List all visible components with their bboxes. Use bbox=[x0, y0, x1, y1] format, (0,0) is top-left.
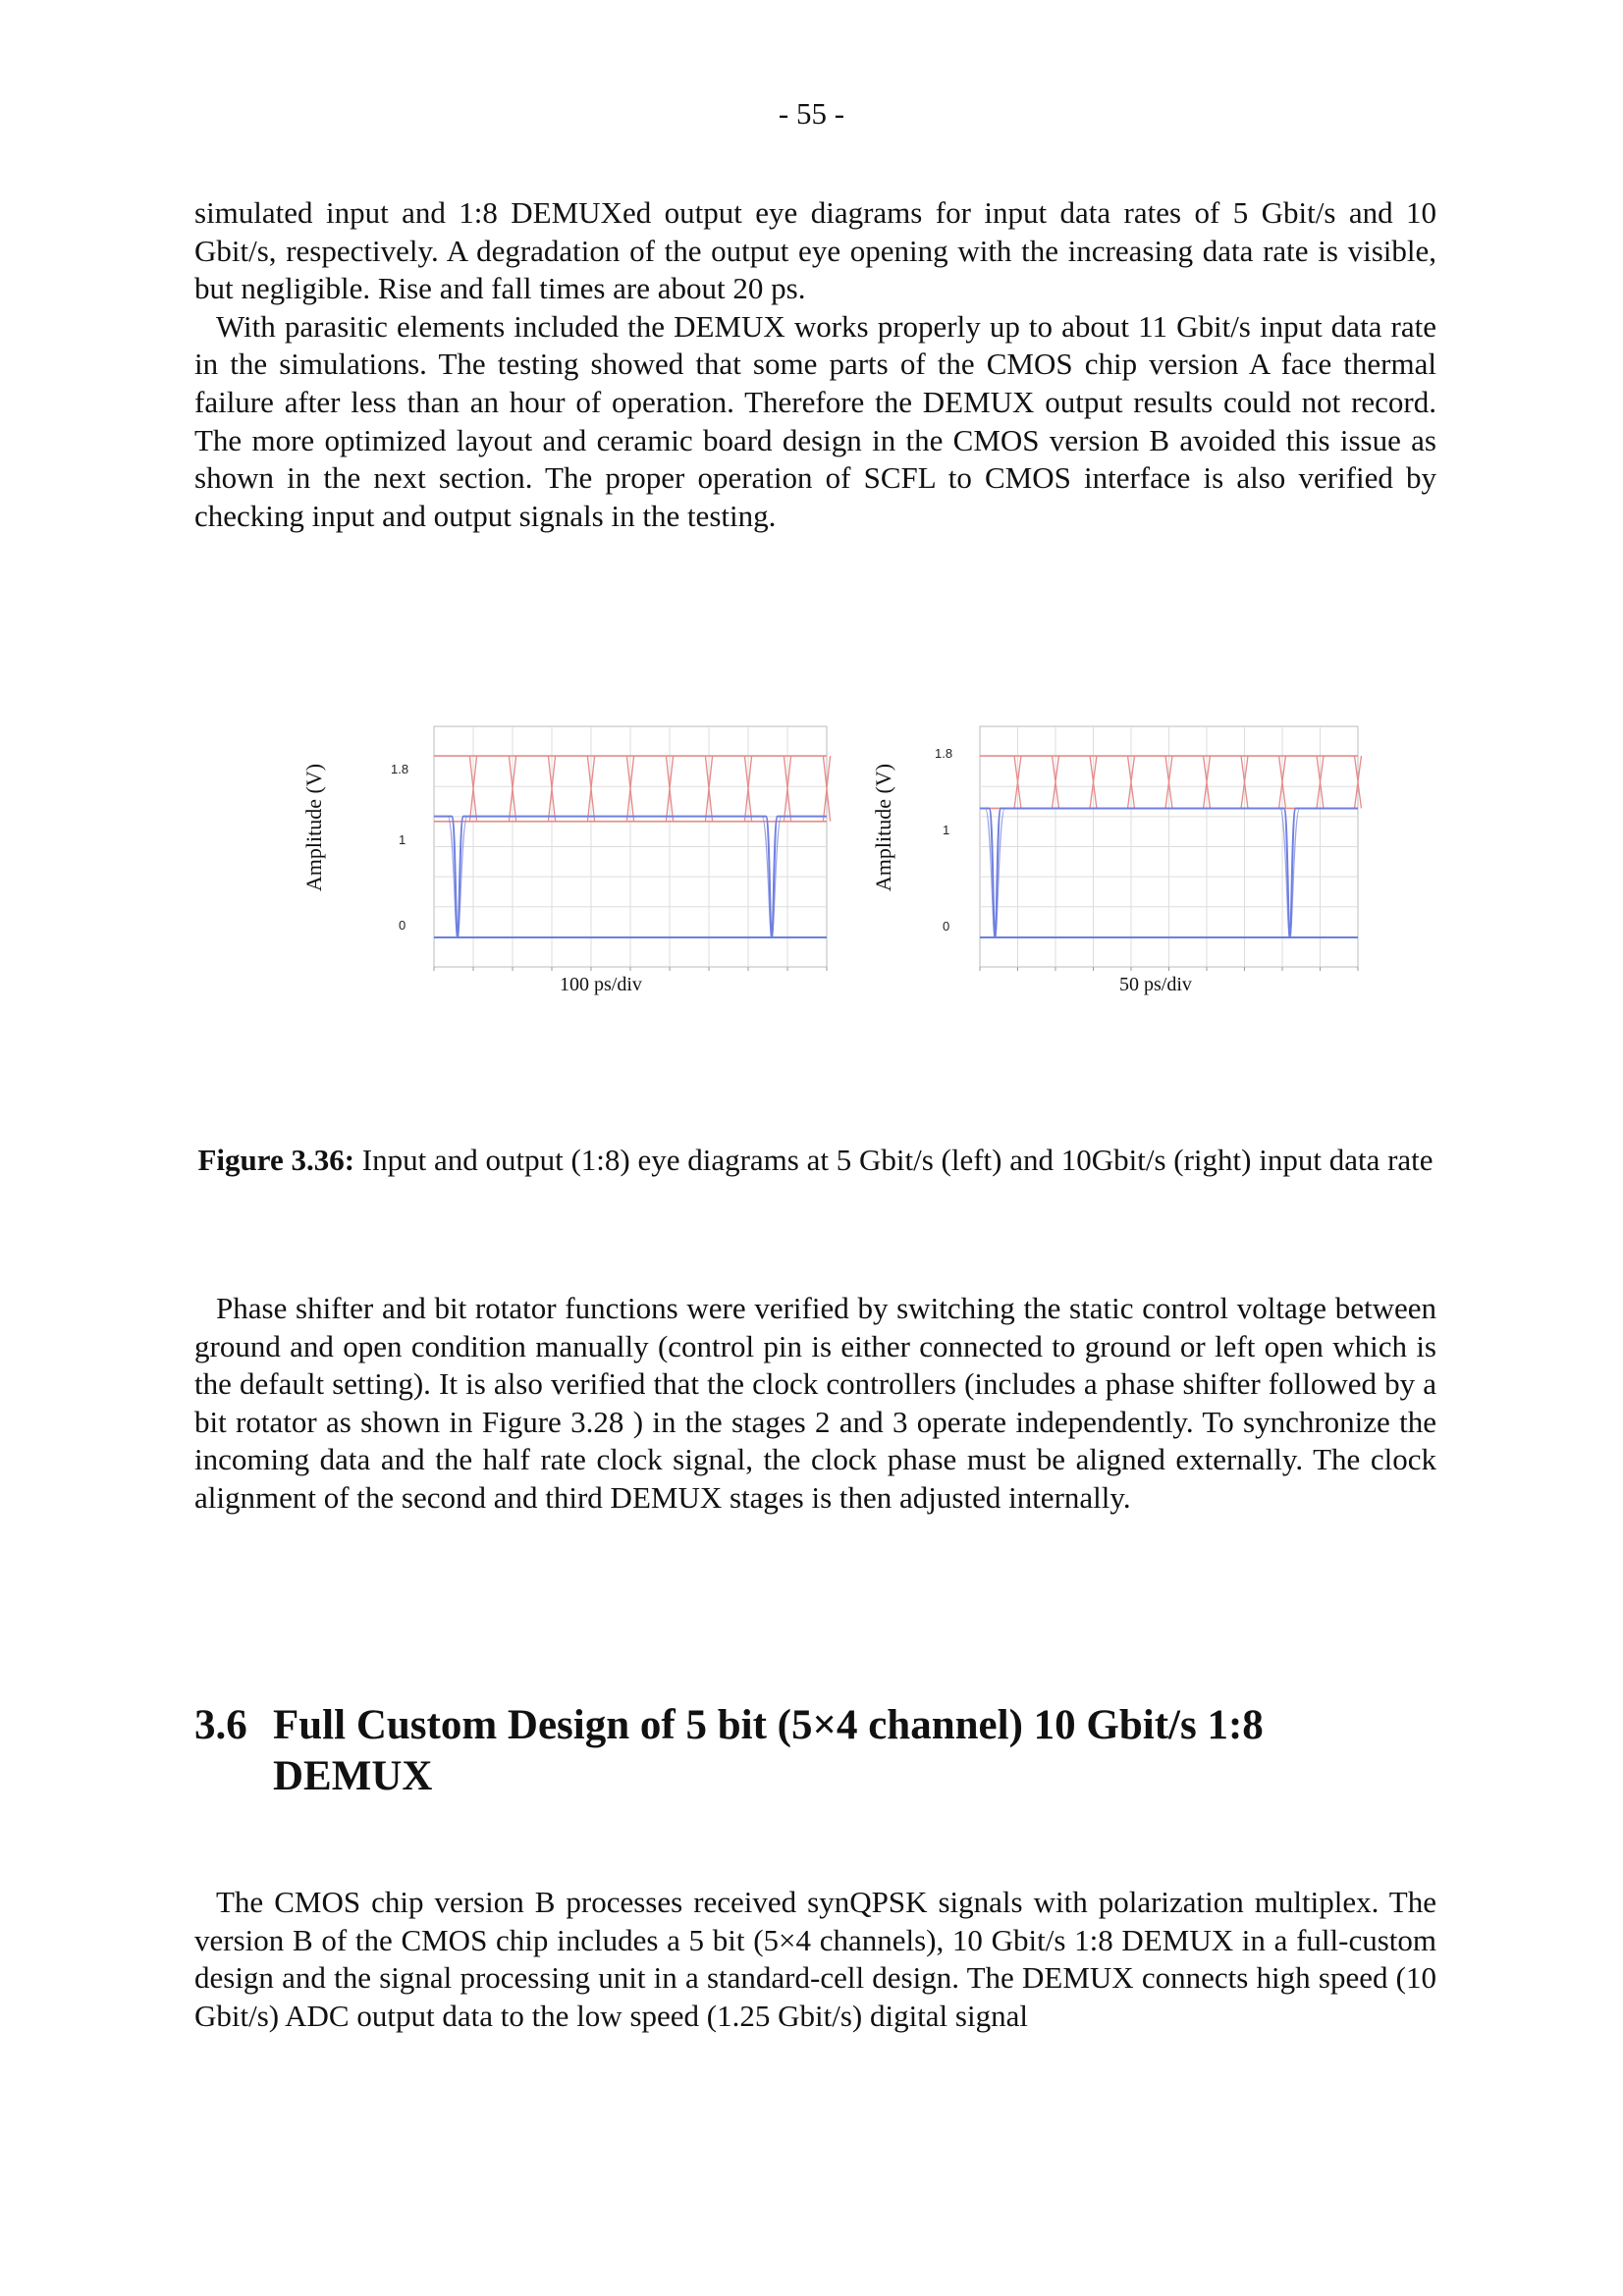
y-tick-1-right: 1 bbox=[943, 823, 950, 837]
y-axis-label-left: Amplitude (V) bbox=[301, 763, 327, 892]
eye-plot-left bbox=[324, 717, 835, 991]
figure-caption-text: Input and output (1:8) eye diagrams at 5 Gbit/s (left) and 10Gbit/s (right) input data rate bbox=[354, 1143, 1434, 1177]
y-tick-1.8-right: 1.8 bbox=[935, 746, 953, 761]
section-number: 3.6 bbox=[194, 1702, 247, 1748]
figure-caption bbox=[194, 1141, 1436, 1179]
paragraph-intro-text: simulated input and 1:8 DEMUXed output eye diagrams for input data rates of 5 Gbit/s and 10 Gbit/s, respectively. A degradation of the output eye opening with the increasing data rate is visible, but negligible. Rise and fall times are about 20 ps. bbox=[194, 195, 1436, 306]
x-axis-label-right: 50 ps/div bbox=[1119, 974, 1192, 995]
y-tick-1.8-left: 1.8 bbox=[391, 762, 409, 776]
paragraph-version-b-text: The CMOS chip version B processes received synQPSK signals with polarization multiplex. The version B of the CMOS chip includes a 5 bit (5×4 channels), 10 Gbit/s 1:8 DEMUX in a full-custom design and the signal processing unit in a standard-cell design. The DEMUX connects high speed (10 Gbit/s) ADC output data to the low speed (1.25 Gbit/s) digital signal bbox=[194, 1885, 1436, 2033]
y-tick-0-right: 0 bbox=[943, 919, 950, 934]
paragraph-phase-shifter bbox=[194, 1290, 1436, 1518]
page-number: - 55 - bbox=[778, 96, 845, 131]
section-title-line1: Full Custom Design of 5 bit (5×4 channel) 10 Gbit/s 1:8 bbox=[273, 1702, 1264, 1748]
eye-diagram-right bbox=[871, 717, 1365, 995]
x-axis-label-left: 100 ps/div bbox=[560, 974, 642, 995]
eye-plot-right bbox=[884, 717, 1365, 991]
eye-diagram-left bbox=[301, 717, 835, 995]
section-heading bbox=[194, 1700, 1436, 1802]
paragraph-version-b bbox=[194, 1884, 1436, 2035]
paragraph-intro bbox=[194, 194, 1436, 535]
y-axis-label-right: Amplitude (V) bbox=[871, 763, 896, 892]
paragraph-parasitic-text: With parasitic elements included the DEMUX works properly up to about 11 Gbit/s input data rate in the simulations. The testing showed that some parts of the CMOS chip version A face thermal failure after less than an hour of operation. Therefore the DEMUX output results could not record. The more optimized layout and ceramic board design in the CMOS version B avoided this issue as shown in the next section. The proper operation of SCFL to CMOS interface is also verified by checking input and output signals in the testing. bbox=[194, 308, 1436, 533]
figure-caption-label: Figure 3.36: bbox=[197, 1143, 355, 1177]
paragraph-phase-shifter-text: Phase shifter and bit rotator functions were verified by switching the static control voltage between ground and open condition manually (control pin is either connected to ground or left open which is the default setting). It is also verified that the clock controllers (includes a phase shifter followed by a bit rotator as shown in Figure 3.28 ) in the stages 2 and 3 operate independently. To synchronize the incoming data and the half rate clock signal, the clock phase must be aligned externally. The clock alignment of the second and third DEMUX stages is then adjusted internally. bbox=[194, 1291, 1436, 1515]
section-title-line2: DEMUX bbox=[273, 1753, 433, 1799]
y-tick-0-left: 0 bbox=[399, 918, 406, 933]
y-tick-1-left: 1 bbox=[399, 832, 406, 847]
